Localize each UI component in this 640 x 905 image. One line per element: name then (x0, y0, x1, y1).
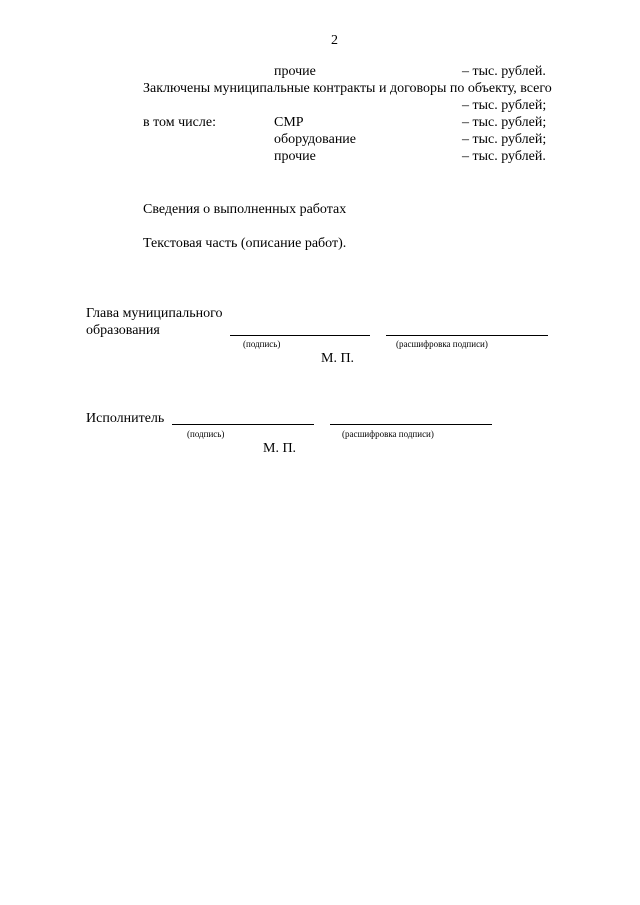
other-bottom-label: прочие (274, 149, 316, 164)
executor-decryption-caption: (расшифровка подписи) (342, 429, 434, 439)
page-number: 2 (331, 33, 338, 48)
equipment-label: оборудование (274, 132, 357, 147)
executor-decryption-line (330, 424, 492, 425)
equipment-value: – тыс. рублей; (462, 132, 547, 147)
including-label: в том числе: (143, 115, 216, 130)
head-stamp: М. П. (321, 351, 355, 366)
executor-signature-line (172, 424, 314, 425)
head-title-line1: Главa муниципального (86, 306, 223, 321)
head-title-line2: образования (86, 323, 160, 338)
head-decryption-line (386, 335, 548, 336)
executor-signature-caption: (подпись) (187, 429, 225, 439)
other-top-value: – тыс. рублей. (462, 64, 546, 79)
head-signature-line (230, 335, 370, 336)
other-top-label: прочие (274, 64, 316, 79)
works-heading: Сведения о выполненных работах (143, 202, 347, 217)
head-decryption-caption: (расшифровка подписи) (396, 339, 488, 349)
smr-label: СМР (274, 115, 304, 130)
executor-title: Исполнитель (86, 411, 165, 426)
smr-value: – тыс. рублей; (462, 115, 547, 130)
contracts-total-text: Заключены муниципальные контракты и договоры по объекту, всего (143, 81, 552, 96)
works-text: Текстовая часть (описание работ). (143, 236, 347, 251)
contracts-total-value: – тыс. рублей; (462, 98, 547, 113)
head-signature-caption: (подпись) (243, 339, 281, 349)
other-bottom-value: – тыс. рублей. (462, 149, 546, 164)
executor-stamp: М. П. (263, 441, 297, 456)
